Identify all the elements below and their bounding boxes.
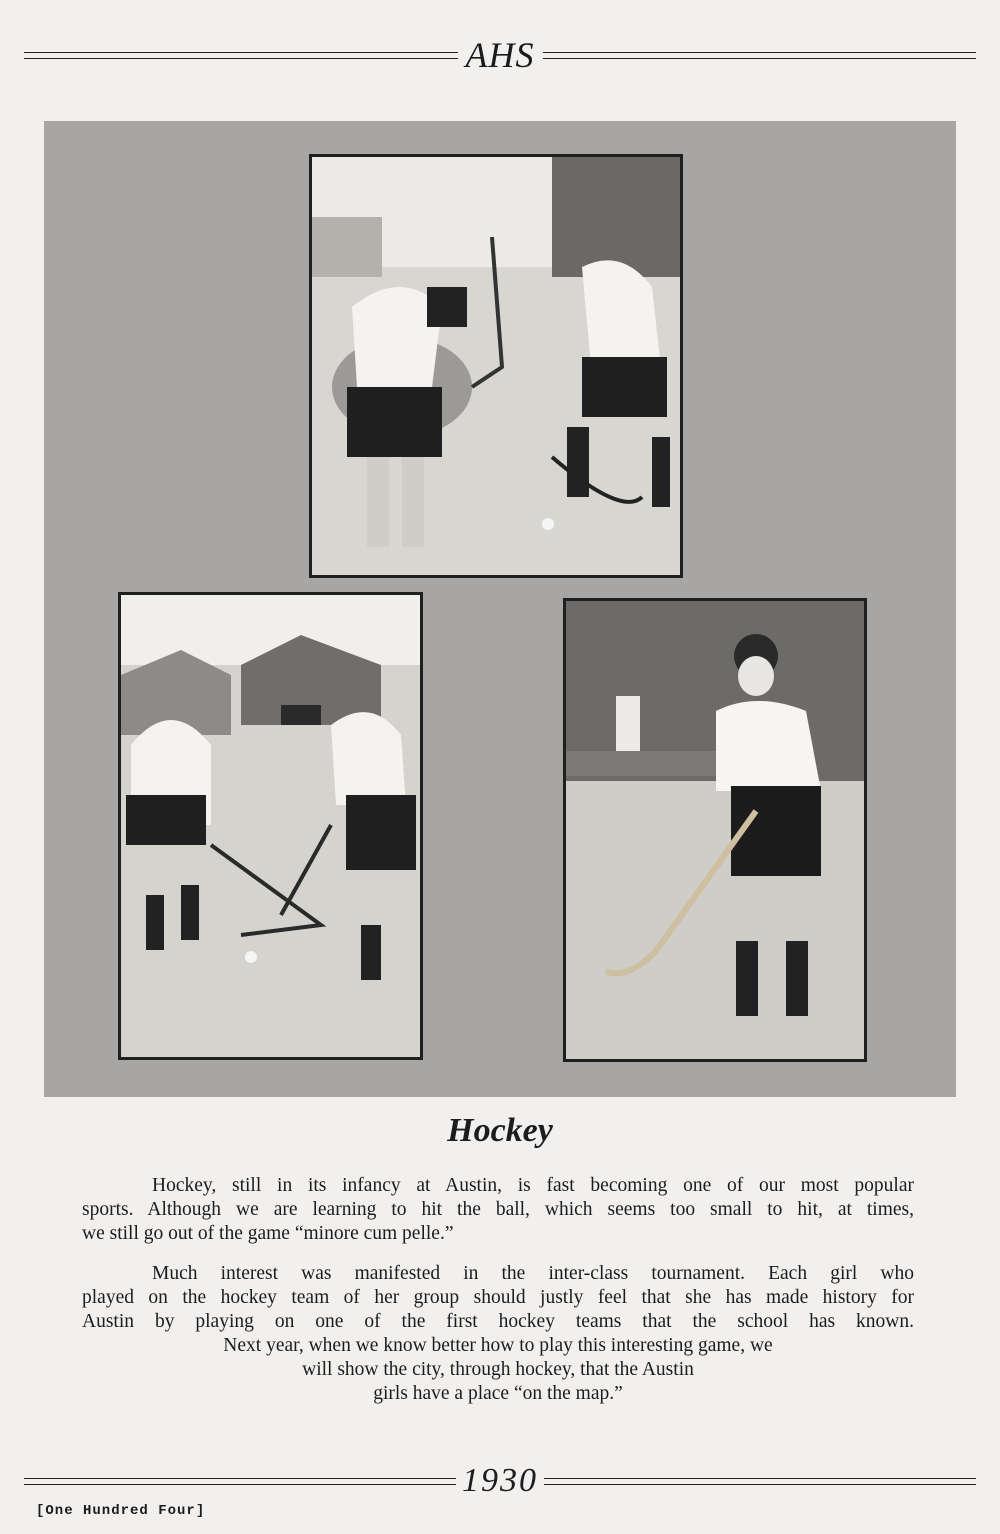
paragraph-2-line: Austin by playing on one of the first hockey teams that the school has known.	[82, 1311, 914, 1332]
photo-top-hockey-players	[309, 154, 683, 578]
page-number-label: [One Hundred Four]	[36, 1503, 206, 1519]
paragraph-2-line: will show the city, through hockey, that the Austin	[302, 1359, 694, 1380]
paragraph-2-line: played on the hockey team of her group should justly feel that she has made history for	[82, 1287, 914, 1308]
footer-rule-left	[24, 1478, 456, 1485]
paragraph-1-line: we still go out of the game “minore cum pelle.”	[82, 1223, 454, 1244]
paragraph-2-line: girls have a place “on the map.”	[373, 1383, 623, 1404]
header-rule-left	[24, 52, 458, 59]
page-header-title: AHS	[465, 35, 535, 75]
article-paragraph-1	[82, 1174, 914, 1246]
footer-rule	[24, 1462, 976, 1500]
photo-bottom-right-image	[566, 601, 864, 1059]
paragraph-2-line: Next year, when we know better how to play this interesting game, we	[223, 1335, 773, 1356]
paragraph-1-line: Hockey, still in its infancy at Austin, is fast becoming one of our most popular	[152, 1175, 914, 1196]
article-heading: Hockey	[447, 1112, 553, 1149]
header-rule-right	[543, 52, 977, 59]
paragraph-2-line: Much interest was manifested in the inter-class tournament. Each girl who	[152, 1263, 914, 1284]
photo-panel	[44, 121, 956, 1097]
photo-bottom-left-faceoff	[118, 592, 423, 1060]
paragraph-1-line: sports. Although we are learning to hit the ball, which seems too small to hit, at times,	[82, 1199, 914, 1220]
article-paragraph-2	[82, 1262, 914, 1406]
photo-bottom-right-player-portrait	[563, 598, 867, 1062]
footer-rule-right	[544, 1478, 976, 1485]
photo-bottom-left-image	[121, 595, 420, 1057]
header-rule	[24, 34, 976, 76]
footer-year: 1930	[462, 1462, 538, 1499]
photo-top-image	[312, 157, 680, 575]
